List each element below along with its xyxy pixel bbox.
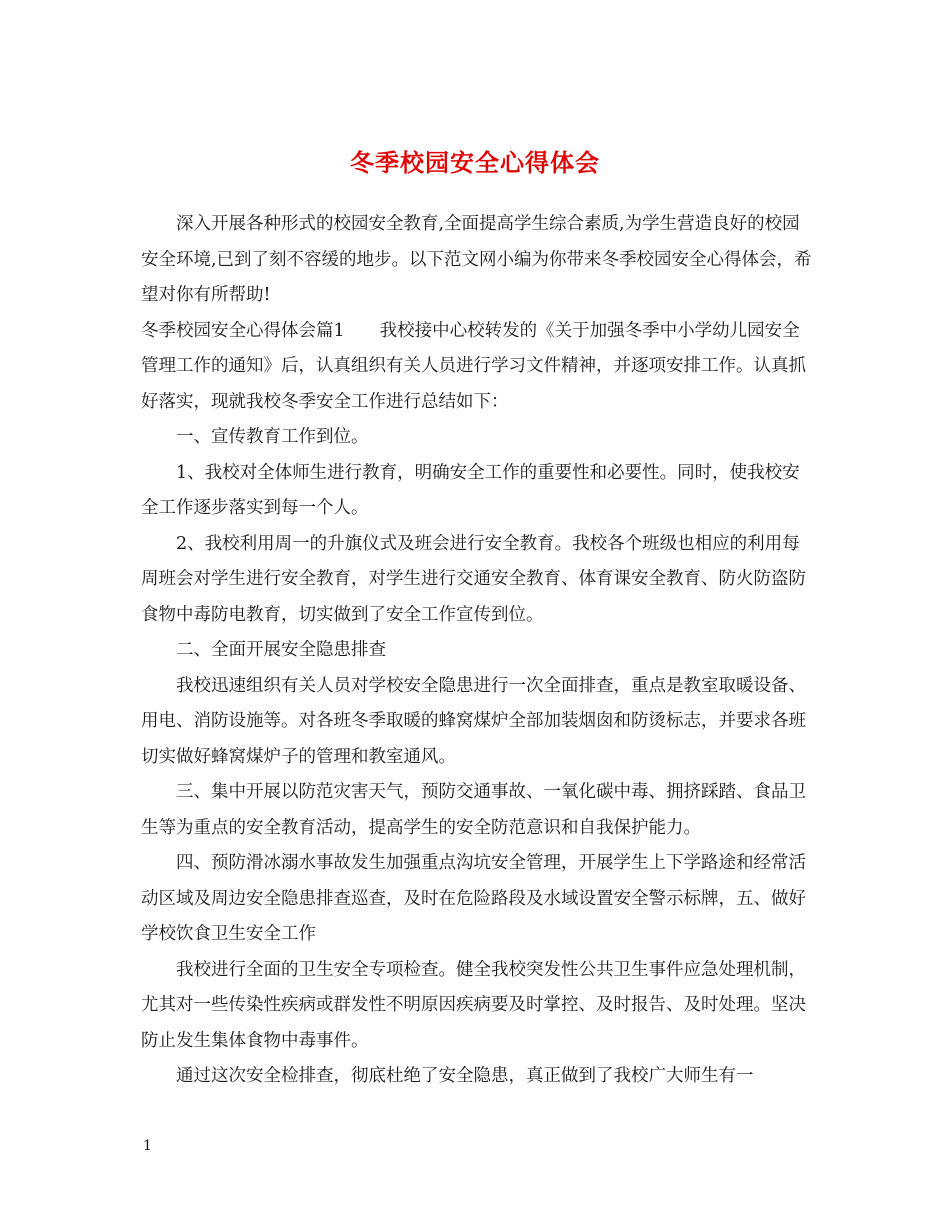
section-paragraph: 冬季校园安全心得体会篇1 我校接中心校转发的《关于加强冬季中小学幼儿园安全管理工作的通知》后，认真组织有关人员进行学习文件精神，并逐项安排工作。认真抓好落实，现就我校冬季安全工作进行总结如下： — [141, 320, 806, 412]
page-number: 1 — [143, 1138, 152, 1154]
body-paragraph: 三、集中开展以防范灾害天气，预防交通事故、一氧化碳中毒、拥挤踩踏、食品卫生等为重点的安全教育活动，提高学生的安全防范意识和自我保护能力。 — [141, 782, 806, 838]
body-paragraph: 2、我校利用周一的升旗仪式及班会进行安全教育。我校各个班级也相应的利用每周班会对学生进行安全教育，对学生进行交通安全教育、体育课安全教育、防火防盗防食物中毒防电教育，切实做到了安全工作宣传到位。 — [141, 533, 806, 625]
document-title: 冬季校园安全心得体会 — [350, 148, 600, 178]
body-paragraph: 1、我校对全体师生进行教育，明确安全工作的重要性和必要性。同时，使我校安全工作逐步落实到每一个人。 — [141, 462, 800, 518]
body-paragraph: 我校迅速组织有关人员对学校安全隐患进行一次全面排查，重点是教室取暖设备、用电、消防设施等。对各班冬季取暖的蜂窝煤炉全部加装烟囱和防烫标志，并要求各班切实做好蜂窝煤炉子的管理和教室通风。 — [141, 675, 806, 767]
intro-paragraph: 深入开展各种形式的校园安全教育,全面提高学生综合素质,为学生营造良好的校园安全环境,已到了刻不容缓的地步。以下范文网小编为你带来冬季校园安全心得体会，希望对你有所帮助! — [141, 214, 812, 305]
body-paragraph: 通过这次安全检排查，彻底杜绝了安全隐患，真正做到了我校广大师生有一 — [176, 1066, 754, 1086]
heading-paragraph: 一、宣传教育工作到位。 — [176, 427, 369, 447]
body-paragraph: 四、预防滑冰溺水事故发生加强重点沟坑安全管理，开展学生上下学路途和经常活动区域及周边安全隐患排查巡查，及时在危险路段及水域设置安全警示标牌，五、做好学校饮食卫生安全工作 — [141, 853, 806, 944]
document-body — [141, 207, 813, 1095]
heading-paragraph: 二、全面开展安全隐患排查 — [176, 640, 386, 660]
body-paragraph: 我校进行全面的卫生安全专项检查。健全我校突发性公共卫生事件应急处理机制，尤其对一些传染性疾病或群发性不明原因疾病要及时掌控、及时报告、及时处理。坚决防止发生集体食物中毒事件。 — [141, 959, 806, 1051]
